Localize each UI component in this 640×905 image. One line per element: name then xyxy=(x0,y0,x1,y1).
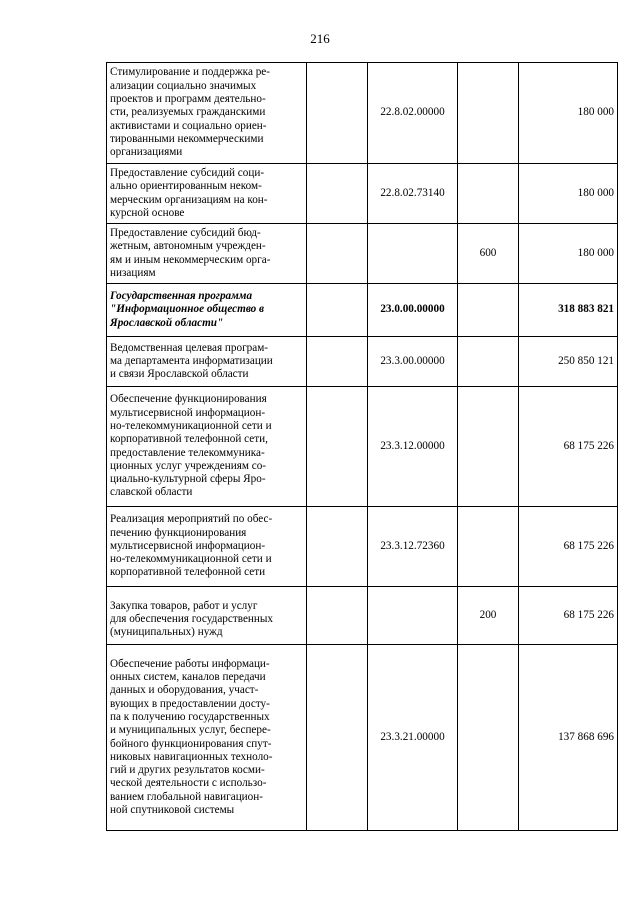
table-row xyxy=(107,645,618,831)
table-row xyxy=(107,284,618,337)
row-code xyxy=(368,587,458,645)
row-name: Государственная программа "Информационное общество в Ярославской области" xyxy=(110,290,265,329)
row-blank-cell xyxy=(307,63,368,164)
row-name-cell xyxy=(107,587,307,645)
row-amount: 318 883 821 xyxy=(519,284,618,337)
row-expense-type: 200 xyxy=(458,587,519,645)
table-row xyxy=(107,337,618,387)
table-row xyxy=(107,587,618,645)
row-blank-cell xyxy=(307,337,368,387)
row-code: 23.3.12.00000 xyxy=(368,387,458,507)
row-code: 22.8.02.73140 xyxy=(368,164,458,224)
row-amount: 180 000 xyxy=(519,63,618,164)
row-code xyxy=(368,224,458,284)
row-name: Ведомственная целевая програм- ма департамента информатизации и связи Ярославской области xyxy=(110,341,273,381)
row-code: 23.3.00.00000 xyxy=(368,337,458,387)
row-blank-cell xyxy=(307,587,368,645)
row-amount: 180 000 xyxy=(519,164,618,224)
table-row xyxy=(107,63,618,164)
row-code: 22.8.02.00000 xyxy=(368,63,458,164)
row-name: Обеспечение функционирования мультисервисной информацион- но-телекоммуникационной сети и корпоративной телефонной сети, предоставление телекоммуника- ционных услуг учреждениям со- циально-культурной сферы Яро- славской области xyxy=(110,393,272,499)
row-code: 23.0.00.00000 xyxy=(368,284,458,337)
row-code: 23.3.12.72360 xyxy=(368,507,458,587)
table-row xyxy=(107,387,618,507)
row-expense-type xyxy=(458,507,519,587)
row-name: Предоставление субсидий соци- ально ориентированным неком- мерческим организациям на кон- курсной основе xyxy=(110,166,268,219)
row-name-cell xyxy=(107,63,307,164)
table-row xyxy=(107,507,618,587)
row-name: Предоставление субсидий бюд- жетным, автономным учрежден- ям и иным некоммерческим орга- низациям xyxy=(110,226,271,279)
row-name: Обеспечение работы информаци- онных систем, каналов передачи данных и оборудования, участ- вующих в предоставлении досту- па к получению государственных и муниципальных услуг, беспере- бойного функционирования спут- никовых навигационных техноло- гий и других результатов косми- ческой деятельности с использо- ванием глобальной навигацион- ной спутниковой системы xyxy=(110,657,273,816)
row-name: Стимулирование и поддержка ре- ализации социально значимых проектов и программ деятельно- сти, реализуемых гражданскими активистами и социально ориен- тированными некоммерческими организациями xyxy=(110,66,270,159)
table-row xyxy=(107,224,618,284)
row-amount: 68 175 226 xyxy=(519,507,618,587)
table-row xyxy=(107,164,618,224)
row-amount: 180 000 xyxy=(519,224,618,284)
row-amount: 68 175 226 xyxy=(519,387,618,507)
row-blank-cell xyxy=(307,387,368,507)
row-blank-cell xyxy=(307,284,368,337)
row-blank-cell xyxy=(307,164,368,224)
row-expense-type xyxy=(458,63,519,164)
row-expense-type xyxy=(458,645,519,831)
row-name-cell xyxy=(107,224,307,284)
row-expense-type xyxy=(458,337,519,387)
row-code: 23.3.21.00000 xyxy=(368,645,458,831)
row-blank-cell xyxy=(307,645,368,831)
row-expense-type xyxy=(458,164,519,224)
row-name-cell xyxy=(107,507,307,587)
row-name: Закупка товаров, работ и услуг для обеспечения государственных (муниципальных) нужд xyxy=(110,599,274,639)
row-name-cell xyxy=(107,337,307,387)
row-expense-type xyxy=(458,284,519,337)
row-name: Реализация мероприятий по обес- печению функционирования мультисервисной информацион- но-телекоммуникационной сети и корпоративной телефонной сети xyxy=(110,513,273,579)
budget-table xyxy=(106,62,618,831)
row-blank-cell xyxy=(307,224,368,284)
row-amount: 68 175 226 xyxy=(519,587,618,645)
page-number: 216 xyxy=(310,31,330,46)
row-name-cell xyxy=(107,164,307,224)
row-expense-type: 600 xyxy=(458,224,519,284)
row-name-cell xyxy=(107,645,307,831)
row-amount: 137 868 696 xyxy=(519,645,618,831)
row-amount: 250 850 121 xyxy=(519,337,618,387)
row-expense-type xyxy=(458,387,519,507)
row-name-cell xyxy=(107,284,307,337)
row-name-cell xyxy=(107,387,307,507)
row-blank-cell xyxy=(307,507,368,587)
